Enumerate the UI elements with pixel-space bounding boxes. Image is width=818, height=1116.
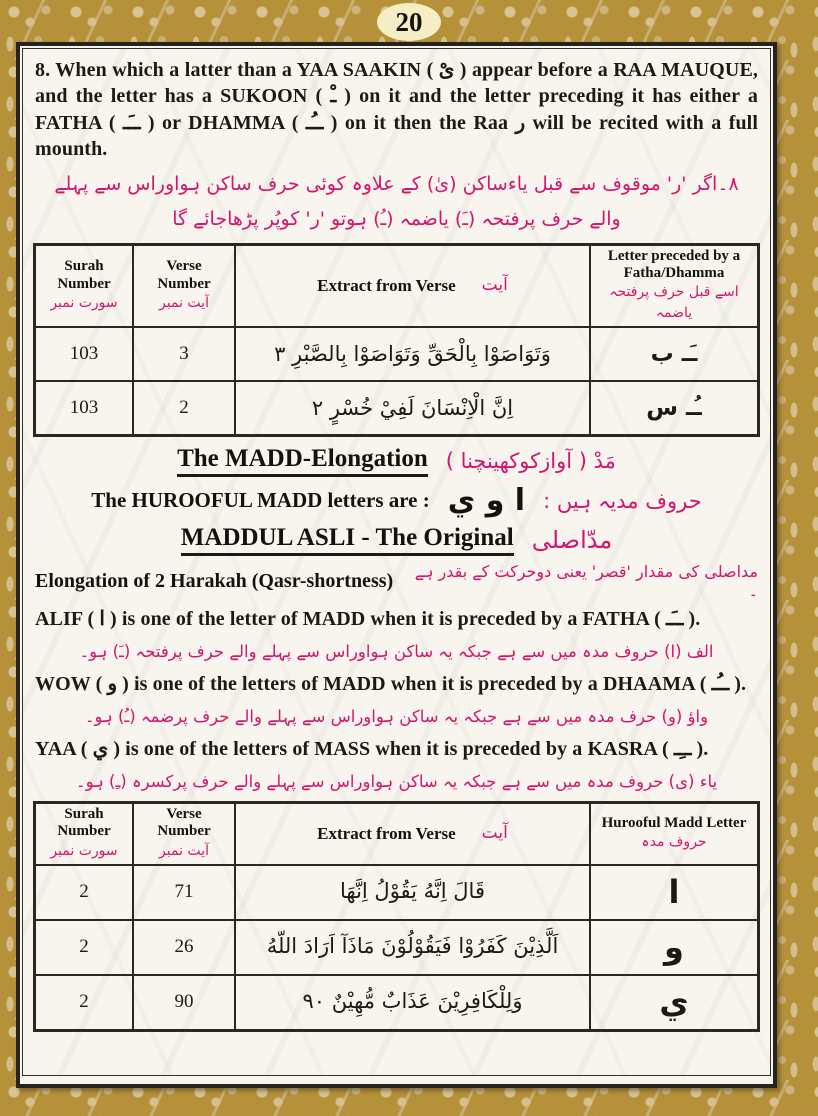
- madd-elongation-arabic: مَدْ ( آوازکوکھینچنا ): [445, 449, 616, 474]
- verse-extract-cell: وَتَوَاصَوْا بِالْحَقِّ وَتَوَاصَوْا بِالصَّبْرِ ۳: [235, 327, 590, 381]
- madd-examples-table: [33, 801, 760, 1032]
- madd-elongation-heading-row: [33, 445, 760, 477]
- wow-rule-block: [33, 671, 760, 732]
- verse-number-cell: 3: [133, 327, 235, 381]
- maddul-asli-urdu: مدّاصلی: [531, 526, 613, 555]
- table-row: [35, 865, 759, 920]
- yaa-rule-english: YAA ( ي ) is one of the letters of MASS when it is preceded by a KASRA ( ــِـ ).: [35, 738, 709, 761]
- content-panel: [16, 42, 777, 1088]
- verse-number-cell: 71: [133, 865, 235, 920]
- verse-number-cell: 26: [133, 920, 235, 975]
- maddul-asli-heading-row: [33, 524, 760, 556]
- madd-letter-cell: و: [590, 920, 759, 975]
- col-header-letter-preceded: Letter preceded by a Fatha/Dhamma اسے قبل حرف پرفتحہ یاضمہ: [590, 244, 759, 327]
- madd-elongation-heading: The MADD-Elongation: [177, 445, 428, 477]
- elongation-harakah-label: Elongation of 2 Harakah (Qasr-shortness): [35, 569, 394, 592]
- letter-cell: ـُـ س: [590, 381, 759, 436]
- hurooful-madd-letters: ا و ي: [447, 483, 526, 519]
- rule8-urdu-paragraph: [33, 167, 760, 237]
- table-row: [35, 975, 759, 1031]
- col-header-surah-number: Surah Number سورت نمبر: [35, 244, 134, 327]
- wow-rule-urdu: واؤ (و) حرف مدہ میں سے ہے جبکہ یہ ساکن ہواوراس سے پہلے والے حرف پرضمہ (ـُ) ہو۔: [84, 706, 709, 726]
- content-panel-inner: [22, 48, 771, 1076]
- raa-examples-table-header: [35, 244, 759, 327]
- madd-examples-table-header: [35, 803, 759, 865]
- surah-number-cell: 103: [35, 381, 134, 436]
- col-header-verse-number: Verse Number آیت نمبر: [133, 244, 235, 327]
- col-header-extract: Extract from Verse آیت: [235, 803, 590, 865]
- raa-examples-table: [33, 243, 760, 438]
- wow-rule-english: WOW ( و ) is one of the letters of MADD when it is preceded by a DHAAMA ( ــُـ ).: [35, 673, 747, 696]
- table-row: [35, 381, 759, 436]
- col-header-verse-number: Verse Number آیت نمبر: [133, 803, 235, 865]
- verse-extract-cell: وَلِلْكَافِرِيْنَ عَذَابٌ مُّهِيْنٌ ۹۰: [235, 975, 590, 1031]
- table-row: [35, 920, 759, 975]
- yaa-rule-urdu: یاء (ی) حروف مدہ میں سے ہے جبکہ یہ ساکن ہواوراس سے پہلے والے حرف پرکسرہ (ـِ) ہو۔: [75, 771, 718, 791]
- verse-number-cell: 2: [133, 381, 235, 436]
- col-header-hurooful-madd-letter: Hurooful Madd Letter حروف مدہ: [590, 803, 759, 865]
- madd-letter-cell: ا: [590, 865, 759, 920]
- page-number-badge: [377, 3, 441, 41]
- verse-extract-cell: قَالَ اِنَّهُ يَقُوْلُ اِنَّهَا: [235, 865, 590, 920]
- hurooful-madd-label: The HUROOFUL MADD letters are :: [91, 488, 430, 513]
- hurooful-madd-urdu: حروف مدیہ ہیں :: [543, 488, 702, 513]
- verse-extract-cell: اَلَّذِيْنَ كَفَرُوْا فَيَقُوْلُوْنَ مَاذَآ اَرَادَ اللّهُ: [235, 920, 590, 975]
- alif-rule-block: [33, 606, 760, 667]
- surah-number-cell: 2: [35, 865, 134, 920]
- table-row: [35, 327, 759, 381]
- verse-number-cell: 90: [133, 975, 235, 1031]
- col-header-surah-number: Surah Number سورت نمبر: [35, 803, 134, 865]
- letter-cell: ـَـ ب: [590, 327, 759, 381]
- surah-number-cell: 2: [35, 920, 134, 975]
- surah-number-cell: 2: [35, 975, 134, 1031]
- elongation-harakah-row: [35, 562, 758, 600]
- rule8-urdu-line2: والے حرف پرفتحہ (ـَ) یاضمہ (ـُ) ہوتو 'ر' کوپُر پڑھاجائے گا: [172, 207, 621, 230]
- madd-letter-cell: ي: [590, 975, 759, 1031]
- verse-extract-cell: اِنَّ الْاِنْسَانَ لَفِيْ خُسْرٍ ۲: [235, 381, 590, 436]
- yaa-rule-block: [33, 736, 760, 797]
- surah-number-cell: 103: [35, 327, 134, 381]
- alif-rule-urdu: الف (ا) حروف مدہ میں سے ہے جبکہ یہ ساکن ہواوراس سے پہلے والے حرف پرفتحہ (ـَ) ہو۔: [79, 641, 714, 661]
- maddul-asli-heading: MADDUL ASLI - The Original: [181, 524, 514, 556]
- alif-rule-english: ALIF ( ا ) is one of the letter of MADD when it is preceded by a FATHA ( ــَـ ).: [35, 608, 701, 631]
- rule8-english-paragraph: 8. When which a latter than a YAA SAAKIN ( یْ ) appear before a RAA MAUQUE, and the letter has a SUKOON ( ـْ ) on it and the letter preceding it has either a FATHA ( ــَـ ) or DHAMMA ( ــُـ ) on it then the Raa ر will be recited with a full mounth.: [35, 59, 758, 161]
- hurooful-madd-row: [33, 483, 760, 518]
- page-number: 20: [395, 6, 423, 37]
- rule8-urdu-line1: ۸۔اگر 'ر' موقوف سے قبل یاءساکن (یٰ) کے علاوہ کوئی حرف ساکن ہواوراس سے پہلے: [54, 172, 739, 195]
- elongation-harakah-urdu: مداصلی کی مقدار 'قصر' یعنی دوحرکت کے بقدر ہے ۔: [414, 562, 758, 601]
- col-header-extract: Extract from Verse آیت: [235, 244, 590, 327]
